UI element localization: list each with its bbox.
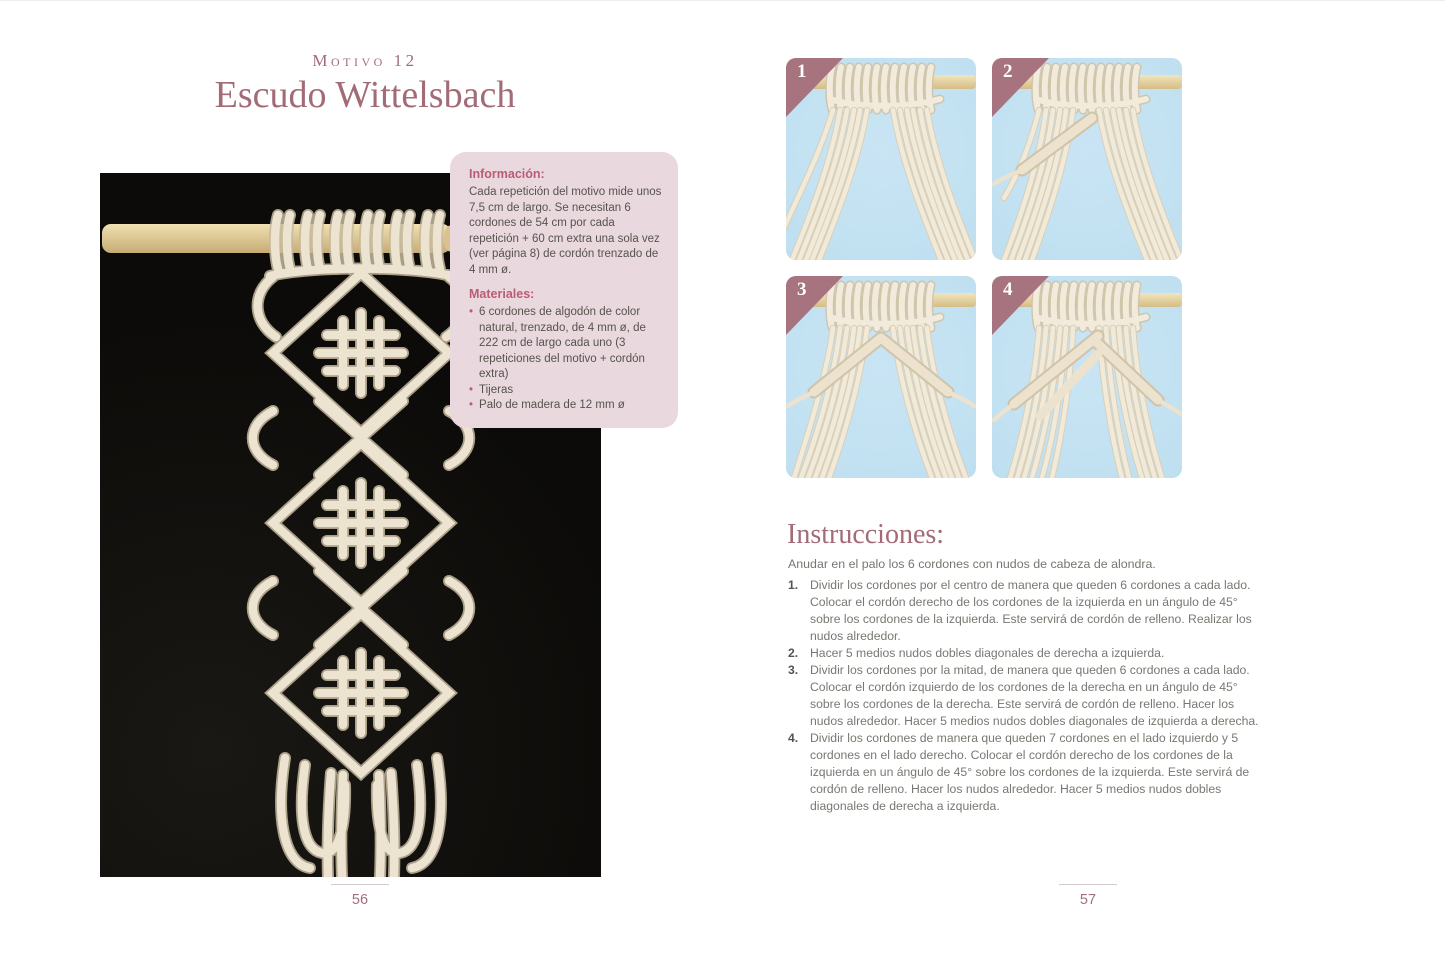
page-title: Escudo Wittelsbach bbox=[214, 74, 516, 116]
instruction-number: 4. bbox=[788, 731, 799, 745]
instruction-item bbox=[788, 577, 1264, 645]
bullet-icon: • bbox=[469, 399, 474, 411]
instructions-intro: Anudar en el palo los 6 cordones con nudos de cabeza de alondra. bbox=[788, 557, 1156, 572]
materials-list bbox=[469, 305, 662, 414]
instruction-number: 1. bbox=[788, 578, 799, 592]
materials-item-text: Palo de madera de 12 mm ø bbox=[479, 399, 625, 411]
instruction-number: 3. bbox=[788, 663, 799, 677]
step-2-graphic bbox=[992, 58, 1182, 260]
instruction-text: Dividir los cordones de manera que queden 7 cordones en el lado izquierdo y 5 cordones en el lado derecho. Colocar el cordón derecho de los cordones de la izquierda en un ángulo de 45° sobre los cordones de la izquierda. Este servirá de cordón de relleno. Hacer los nudos alrededor. Hacer 5 medios nudos dobles diagonales de derecha a izquierda. bbox=[810, 731, 1250, 813]
motif-kicker: Motivo 12 bbox=[312, 51, 418, 70]
step-3-graphic bbox=[786, 276, 976, 478]
materials-item-text: 6 cordones de algodón de color natural, trenzado, de 4 mm ø, de 222 cm de largo cada uno (3 repeticiones del motivo + cordón extra) bbox=[479, 306, 646, 380]
page-number-rule bbox=[1059, 884, 1117, 885]
instruction-item bbox=[788, 645, 1264, 662]
materials-item bbox=[469, 383, 662, 399]
materials-heading: Materiales: bbox=[469, 287, 535, 301]
instruction-text: Dividir los cordones por la mitad, de manera que queden 6 cordones a cada lado. Colocar el cordón izquierdo de los cordones de la derecha en un ángulo de 45° sobre los cordones de la derecha. Este servirá de cordón de relleno. Hacer los nudos alrededor. Hacer 5 medios nudos dobles diagonales de izquierda a derecha. bbox=[810, 663, 1259, 728]
info-heading: Información: bbox=[469, 167, 545, 181]
instruction-number: 2. bbox=[788, 646, 799, 660]
info-box bbox=[450, 152, 678, 428]
step-photo-4 bbox=[992, 276, 1182, 478]
instructions-heading: Instrucciones: bbox=[787, 519, 945, 551]
instructions-list bbox=[788, 577, 1264, 815]
page-number-right: 57 bbox=[1079, 892, 1097, 908]
step-number: 3 bbox=[797, 279, 807, 300]
step-number: 2 bbox=[1003, 61, 1013, 82]
instruction-item bbox=[788, 730, 1264, 815]
materials-item-text: Tijeras bbox=[479, 383, 514, 396]
step-number: 1 bbox=[797, 61, 807, 82]
step-photo-1 bbox=[786, 58, 976, 260]
instruction-text: Hacer 5 medios nudos dobles diagonales de derecha a izquierda. bbox=[810, 646, 1165, 660]
page-number-left: 56 bbox=[351, 892, 369, 908]
instruction-text: Dividir los cordones por el centro de manera que queden 6 cordones a cada lado. Colocar el cordón derecho de los cordones de la izquierda en un ángulo de 45° sobre los cordones de la izquierda. Este servirá de cordón de relleno. Realizar los nudos alrededor. bbox=[810, 578, 1252, 643]
page-number-rule bbox=[331, 884, 389, 885]
step-1-graphic bbox=[786, 58, 976, 260]
materials-item bbox=[469, 305, 662, 383]
step-number: 4 bbox=[1003, 279, 1013, 300]
materials-item bbox=[469, 398, 662, 414]
info-text: Cada repetición del motivo mide unos 7,5 cm de largo. Se necesitan 6 cordones de 54 cm por cada repetición + 60 cm extra una sola vez (ver página 8) de cordón trenzado de 4 mm ø. bbox=[469, 186, 662, 276]
bullet-icon: • bbox=[469, 383, 474, 396]
step-photo-2 bbox=[992, 58, 1182, 260]
instruction-item bbox=[788, 662, 1264, 730]
step-photo-3 bbox=[786, 276, 976, 478]
bullet-icon: • bbox=[469, 306, 474, 318]
step-4-graphic bbox=[992, 276, 1182, 478]
